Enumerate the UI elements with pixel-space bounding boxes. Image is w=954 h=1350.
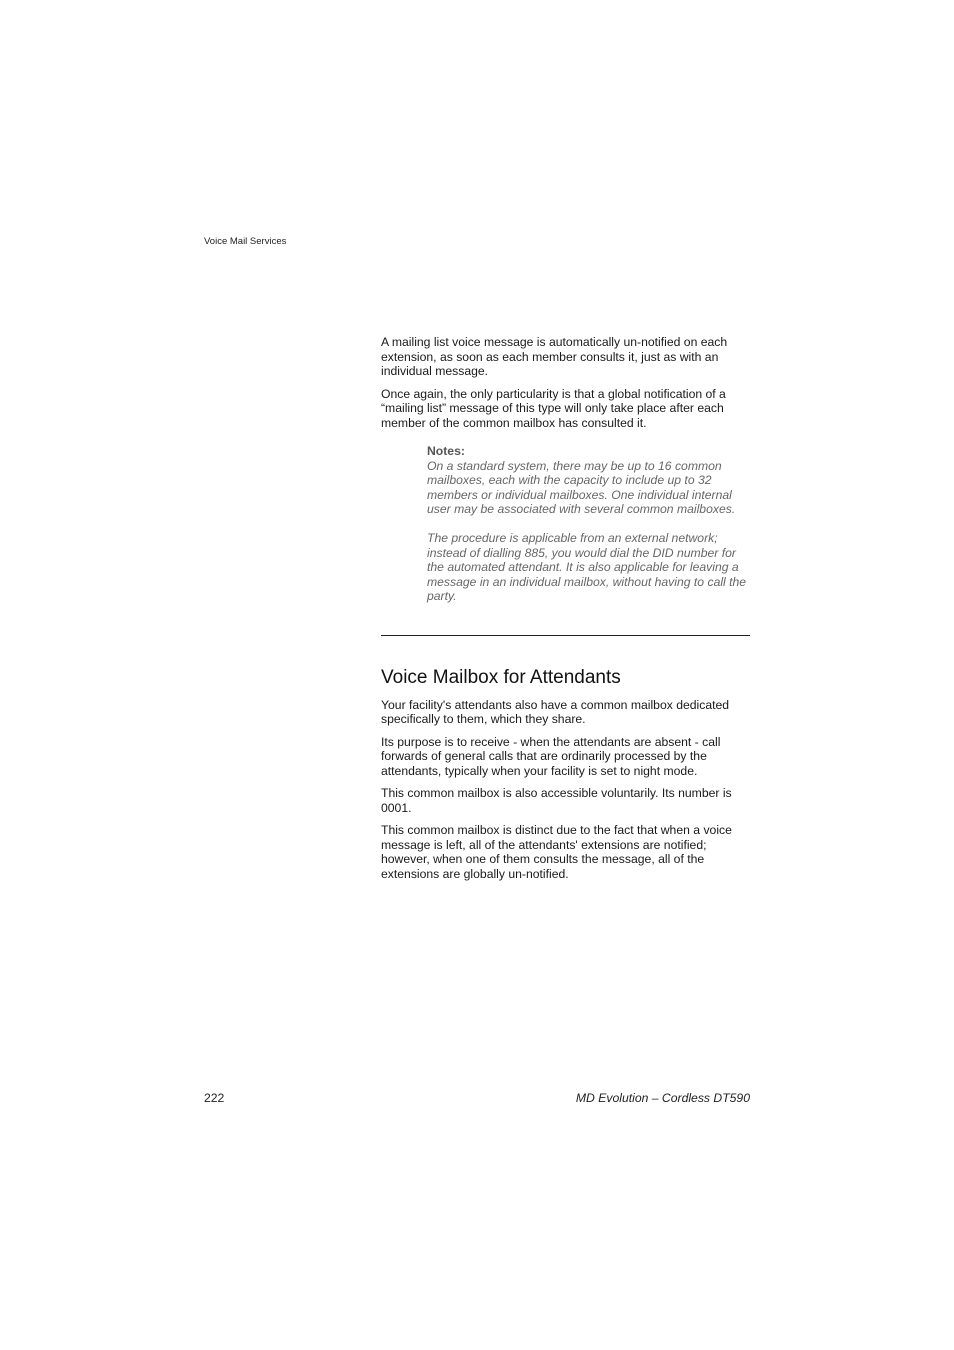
notes-block bbox=[427, 444, 750, 604]
page-content bbox=[381, 335, 750, 889]
note-item-1: On a standard system, there may be up to 16 common mailboxes, each with the capacity to include up to 32 members or individual mailboxes. One individual internal user may be associated with several common mailboxes. bbox=[427, 458, 736, 516]
running-header: Voice Mail Services bbox=[204, 236, 287, 247]
document-title: MD Evolution – Cordless DT590 bbox=[575, 1091, 750, 1105]
page-number: 222 bbox=[204, 1091, 225, 1105]
section-title: Voice Mailbox for Attendants bbox=[381, 666, 621, 688]
note-item-2: The procedure is applicable from an external network; instead of dialling 885, you would dial the DID number for the automated attendant. It is also applicable for leaving a message in an individual mailbox, without having to call the party. bbox=[427, 531, 747, 603]
section-paragraph-1: Your facility's attendants also have a common mailbox dedicated specifically to them, which they share. bbox=[381, 697, 730, 726]
section-divider bbox=[381, 635, 750, 636]
intro-paragraph-2: Once again, the only particularity is that a global notification of a “mailing list” message of this type will only take place after each member of the common mailbox has consulted it. bbox=[381, 386, 726, 430]
section-paragraph-2: Its purpose is to receive - when the attendants are absent - call forwards of general calls that are ordinarily processed by the attendants, typically when your facility is set to night mode. bbox=[381, 734, 721, 778]
section-paragraph-4: This common mailbox is distinct due to the fact that when a voice message is left, all of the attendants' extensions are notified; however, when one of them consults the message, all of the extensions are globally un-notified. bbox=[381, 823, 732, 881]
notes-title: Notes: bbox=[427, 444, 465, 458]
section-paragraph-3: This common mailbox is also accessible voluntarily. Its number is 0001. bbox=[381, 786, 732, 815]
intro-paragraph-1: A mailing list voice message is automatically un-notified on each extension, as soon as each member consults it, just as with an individual message. bbox=[381, 335, 728, 378]
